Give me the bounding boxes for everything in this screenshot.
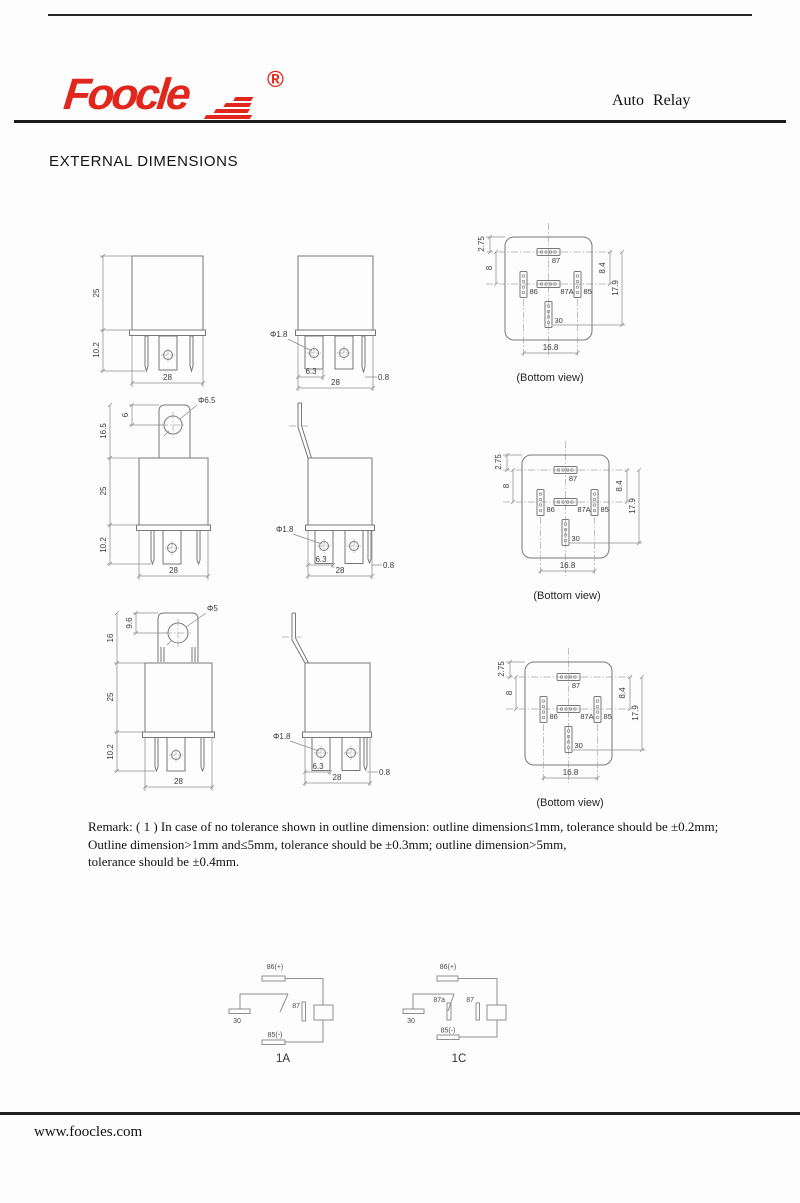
- circuit-caption-1a: 1A: [275, 1053, 291, 1065]
- dim-pin-offset: 6.3: [315, 555, 327, 564]
- dim-pitch-left: 8: [505, 690, 514, 696]
- dim-pin-thickness: 0.8: [378, 373, 390, 382]
- terminal-label-30: 30: [407, 1018, 415, 1025]
- bottom-view-drawing: [472, 423, 662, 613]
- tab-hole-callout: Φ6.5: [198, 396, 216, 405]
- dim-pitch-left: 8: [485, 265, 494, 271]
- pin-label-85: 85: [600, 505, 609, 514]
- dim-pin-offset: 6.3: [312, 762, 324, 771]
- dim-width: 28: [174, 777, 183, 786]
- pin-label-87: 87: [551, 256, 561, 265]
- tab-hole-callout: Φ5: [207, 604, 218, 613]
- dim-pin-length: 10.2: [92, 342, 101, 358]
- dim-span: 16.8: [562, 768, 579, 777]
- pin-label-87a: 87A: [580, 712, 594, 721]
- front-view-figure-1: [90, 210, 250, 395]
- brand-logo-text: Foocle: [61, 70, 191, 119]
- front-view-figure-3: [90, 598, 250, 803]
- dim-body-height: 25: [99, 486, 108, 496]
- remark-line-1: Remark: ( 1 ) In case of no tolerance shown in outline dimension: outline dimension≤1mm, tolerance should be ±0.2mm;: [88, 819, 719, 834]
- dim-offset-top: 2.75: [477, 236, 486, 252]
- bottom-view-figure-1: [455, 205, 645, 395]
- dim-tab-height: 16.5: [99, 423, 108, 439]
- remark-line-2: Outline dimension>1mm and≤5mm, tolerance should be ±0.3mm; outline dimension>5mm,: [88, 836, 567, 852]
- dim-pin-offset: 6.3: [305, 367, 317, 376]
- dim-width: 28: [163, 373, 172, 382]
- terminal-label-87: 87: [292, 1003, 300, 1010]
- pin-label-87: 87: [568, 474, 578, 483]
- terminal-label-85: 85(-): [267, 1032, 283, 1039]
- switch-blade: [280, 994, 288, 1012]
- pin-label-87: 87: [571, 681, 581, 690]
- section-title: EXTERNAL DIMENSIONS: [49, 153, 239, 170]
- pin-label-86: 86: [546, 505, 555, 514]
- pin-label-87a: 87A: [560, 287, 574, 296]
- registered-trademark-icon: ®: [267, 66, 284, 92]
- bottom-view-caption: (Bottom view): [516, 372, 584, 384]
- pin-label-30: 30: [571, 534, 580, 543]
- dim-pitch-left: 8: [502, 483, 511, 489]
- bottom-view-drawing: [475, 630, 665, 820]
- footer-website: www.foocles.com: [34, 1124, 143, 1140]
- dim-width: 28: [169, 566, 178, 575]
- terminal-label-86: 86(+): [439, 964, 457, 971]
- terminal-label-30: 30: [233, 1018, 241, 1025]
- remark-line-3: tolerance should be ±0.4mm.: [88, 854, 240, 869]
- dim-depth: 17.9: [611, 280, 620, 296]
- dim-body-height: 25: [92, 288, 101, 298]
- remark-block: [88, 818, 738, 871]
- side-view-figure-1: [256, 210, 431, 395]
- pin-label-30: 30: [574, 741, 583, 750]
- dim-span: 16.8: [559, 561, 576, 570]
- dim-pin-length: 10.2: [99, 537, 108, 553]
- product-name: Auto Relay: [612, 92, 691, 109]
- pin-label-85: 85: [603, 712, 612, 721]
- dim-width: 28: [335, 566, 345, 575]
- header-bottom-rule: [14, 120, 786, 123]
- dim-pitch-right: 8.4: [598, 262, 607, 274]
- dim-offset-top: 2.75: [494, 454, 503, 470]
- logo-swoosh-icon: [203, 97, 264, 121]
- dim-depth: 17.9: [631, 705, 640, 721]
- dim-body-height: 25: [106, 692, 115, 702]
- terminal-label-85: 85(-): [440, 1027, 456, 1035]
- dim-offset-top: 2.75: [497, 661, 506, 677]
- pin-hole-callout: Φ1.8: [273, 732, 291, 741]
- pin-label-87a: 87A: [577, 505, 591, 514]
- pin-label-86: 86: [529, 287, 538, 296]
- terminal-label-86: 86(+): [266, 964, 284, 971]
- dim-pin-length: 10.2: [106, 744, 115, 760]
- dim-pin-thickness: 0.8: [383, 561, 395, 570]
- terminal-label-87: 87: [466, 997, 474, 1004]
- bottom-view-figure-2: [472, 423, 662, 613]
- dim-width: 28: [331, 378, 340, 387]
- pin-label-30: 30: [554, 316, 563, 325]
- pin-hole-callout: Φ1.8: [276, 525, 294, 534]
- pin-hole-callout: Φ1.8: [270, 330, 288, 339]
- circuit-caption-1c: 1C: [451, 1053, 467, 1065]
- coil-symbol: [314, 1005, 333, 1020]
- dim-tab-height: 16: [106, 633, 115, 643]
- coil-symbol: [487, 1005, 506, 1020]
- bottom-view-figure-3: [475, 630, 665, 820]
- dim-span: 16.8: [542, 343, 559, 352]
- dim-pitch-right: 8.4: [618, 687, 627, 699]
- terminal-label-87a: 87a: [433, 997, 445, 1004]
- dim-pin-thickness: 0.8: [379, 768, 391, 777]
- bottom-view-caption: (Bottom view): [533, 590, 601, 602]
- side-view-figure-2: [262, 393, 432, 588]
- circuit-diagram-1c: [393, 952, 528, 1070]
- dim-hole-offset: 6: [121, 412, 130, 418]
- dim-width: 28: [332, 773, 342, 782]
- circuit-diagram-1a: [218, 952, 353, 1070]
- header-top-rule: [48, 14, 752, 16]
- dim-depth: 17.9: [628, 498, 637, 514]
- pin-label-85: 85: [583, 287, 592, 296]
- bottom-view-drawing: [455, 205, 645, 395]
- side-view-figure-3: [262, 598, 432, 803]
- dim-hole-offset: 9.6: [125, 617, 134, 629]
- brand-logo: [61, 56, 314, 126]
- dim-pitch-right: 8.4: [615, 480, 624, 492]
- front-view-figure-2: [90, 393, 250, 588]
- pin-label-86: 86: [549, 712, 558, 721]
- bottom-view-caption: (Bottom view): [536, 797, 604, 809]
- footer-rule: [0, 1112, 800, 1115]
